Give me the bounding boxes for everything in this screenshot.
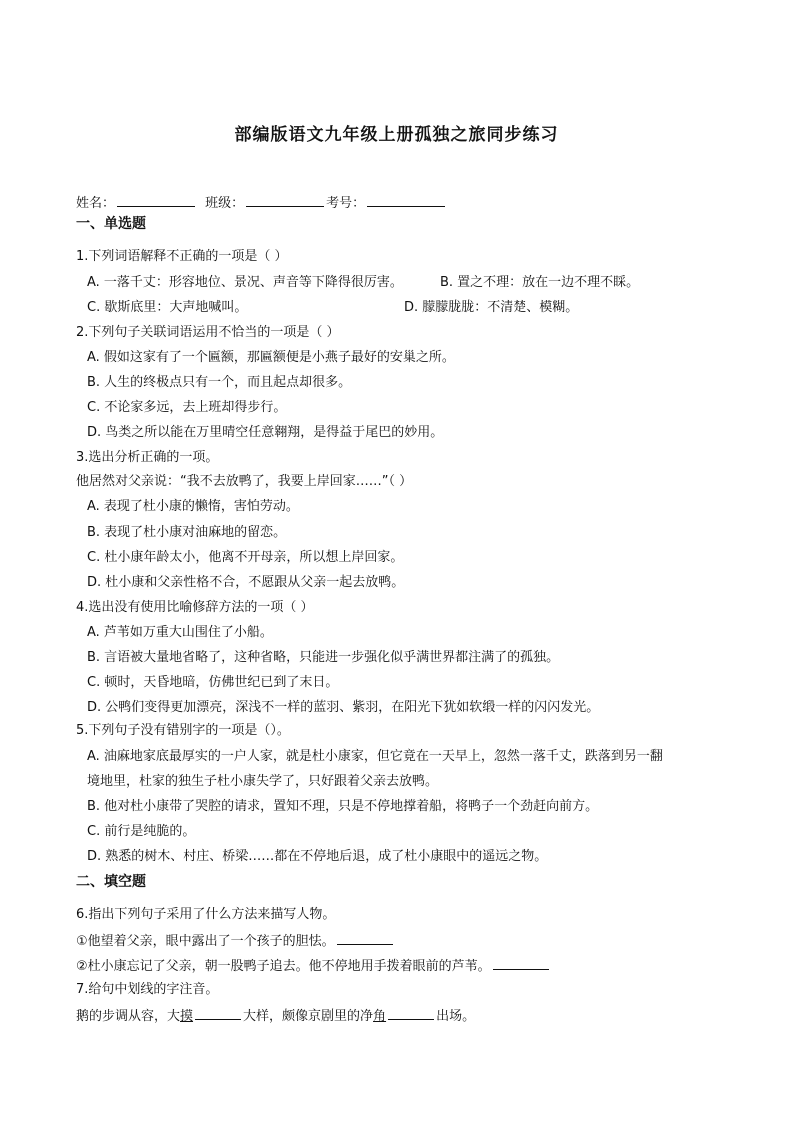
question-6-item-2-text: ②杜小康忘记了父亲，朝一股鸭子追去。他不停地用手拨着眼前的芦苇。 <box>76 959 491 974</box>
class-blank[interactable] <box>246 194 324 207</box>
section-heading-single-choice: 一、单选题 <box>76 216 146 232</box>
question-2-option-c[interactable]: C. 不论家多远，去上班却得步行。 <box>87 400 287 415</box>
question-7-blank-2[interactable] <box>388 1007 434 1020</box>
question-4-stem: 4.选出没有使用比喻修辞方法的一项（ ） <box>76 600 314 615</box>
student-info-line <box>76 194 447 212</box>
question-5-option-d[interactable]: D. 熟悉的树木、村庄、桥梁……都在不停地后退，成了杜小康眼中的遥远之物。 <box>87 849 548 864</box>
question-3-option-c[interactable]: C. 杜小康年龄太小，他离不开母亲，所以想上岸回家。 <box>87 550 404 565</box>
question-5-option-a[interactable]: A. 油麻地家底最厚实的一户人家，就是杜小康家，但它竟在一天早上，忽然一落千丈，跌落到另一翻 <box>87 749 663 764</box>
question-3-option-a[interactable]: A. 表现了杜小康的懒惰，害怕劳动。 <box>87 499 299 514</box>
question-7-stem: 7.给句中划线的字注音。 <box>76 982 219 997</box>
question-6-item-2-blank[interactable] <box>493 957 549 970</box>
exam-label: 考号： <box>326 196 366 211</box>
question-6-item-1-text: ①他望着父亲，眼中露出了一个孩子的胆怯。 <box>76 934 335 949</box>
question-7-underlined-char-1: 摸 <box>180 1009 194 1024</box>
question-7-blank-1[interactable] <box>195 1007 241 1020</box>
question-2-option-a[interactable]: A. 假如这家有了一个匾额，那匾额便是小燕子最好的安巢之所。 <box>87 350 455 365</box>
question-5-option-a-continued[interactable]: 境地里，杜家的独生子杜小康失学了，只好跟着父亲去放鸭。 <box>87 774 439 789</box>
question-4-option-d[interactable]: D. 公鸭们变得更加漂亮，深浅不一样的蓝羽、紫羽，在阳光下犹如软缎一样的闪闪发光。 <box>87 700 600 715</box>
question-1-stem: 1.下列词语解释不正确的一项是（ ） <box>76 249 288 264</box>
question-3-option-d[interactable]: D. 杜小康和父亲性格不合，不愿跟从父亲一起去放鸭。 <box>87 575 405 590</box>
question-7-text-2: 大样，颇像京剧里的净 <box>243 1009 374 1024</box>
question-1-option-a[interactable]: A. 一落千丈：形容地位、景况、声音等下降得很厉害。 <box>87 275 403 290</box>
section-heading-fill-blank: 二、填空题 <box>76 874 146 890</box>
name-blank[interactable] <box>117 194 195 207</box>
question-6-item-1-blank[interactable] <box>337 932 393 945</box>
question-6-stem: 6.指出下列句子采用了什么方法来描写人物。 <box>76 907 336 922</box>
question-7-underlined-char-2: 角 <box>373 1009 387 1024</box>
exam-blank[interactable] <box>367 194 445 207</box>
question-3-option-b[interactable]: B. 表现了杜小康对油麻地的留恋。 <box>87 525 287 540</box>
question-7-sentence <box>76 1007 475 1025</box>
question-5-option-c[interactable]: C. 前行是纯脆的。 <box>87 824 196 839</box>
question-4-option-b[interactable]: B. 言语被大量地省略了，这种省略，只能进一步强化似乎满世界都注满了的孤独。 <box>87 650 560 665</box>
question-5-option-b[interactable]: B. 他对杜小康带了哭腔的请求，置知不理，只是不停地撑着船，将鸭子一个劲赶向前方。 <box>87 799 599 814</box>
question-3-stem: 3.选出分析正确的一项。 <box>76 450 219 465</box>
question-2-option-d[interactable]: D. 鸟类之所以能在万里晴空任意翱翔，是得益于尾巴的妙用。 <box>87 425 444 440</box>
page-title: 部编版语文九年级上册孤独之旅同步练习 <box>234 125 559 145</box>
question-6-item-1 <box>76 932 395 950</box>
question-2-option-b[interactable]: B. 人生的终极点只有一个，而且起点却很多。 <box>87 375 352 390</box>
question-4-option-c[interactable]: C. 顿时，天昏地暗，仿佛世纪已到了末日。 <box>87 675 339 690</box>
question-1-option-b[interactable]: B. 置之不理：放在一边不理不睬。 <box>440 275 640 290</box>
question-5-stem: 5.下列句子没有错别字的一项是（）。 <box>76 723 290 738</box>
question-3-quote: 他居然对父亲说：“我不去放鸭了，我要上岸回家……”（ ） <box>76 474 413 489</box>
question-7-text-1: 鹅的步调从容，大 <box>76 1009 181 1024</box>
question-4-option-a[interactable]: A. 芦苇如万重大山围住了小船。 <box>87 625 273 640</box>
question-1-option-d[interactable]: D. 朦朦胧胧：不清楚、模糊。 <box>404 300 579 315</box>
question-2-stem: 2.下列句子关联词语运用不恰当的一项是（ ） <box>76 325 340 340</box>
question-7-text-3: 出场。 <box>436 1009 476 1024</box>
class-label: 班级： <box>205 196 245 211</box>
name-label: 姓名： <box>76 196 116 211</box>
question-1-option-c[interactable]: C. 歇斯底里：大声地喊叫。 <box>87 300 248 315</box>
question-6-item-2 <box>76 957 551 975</box>
